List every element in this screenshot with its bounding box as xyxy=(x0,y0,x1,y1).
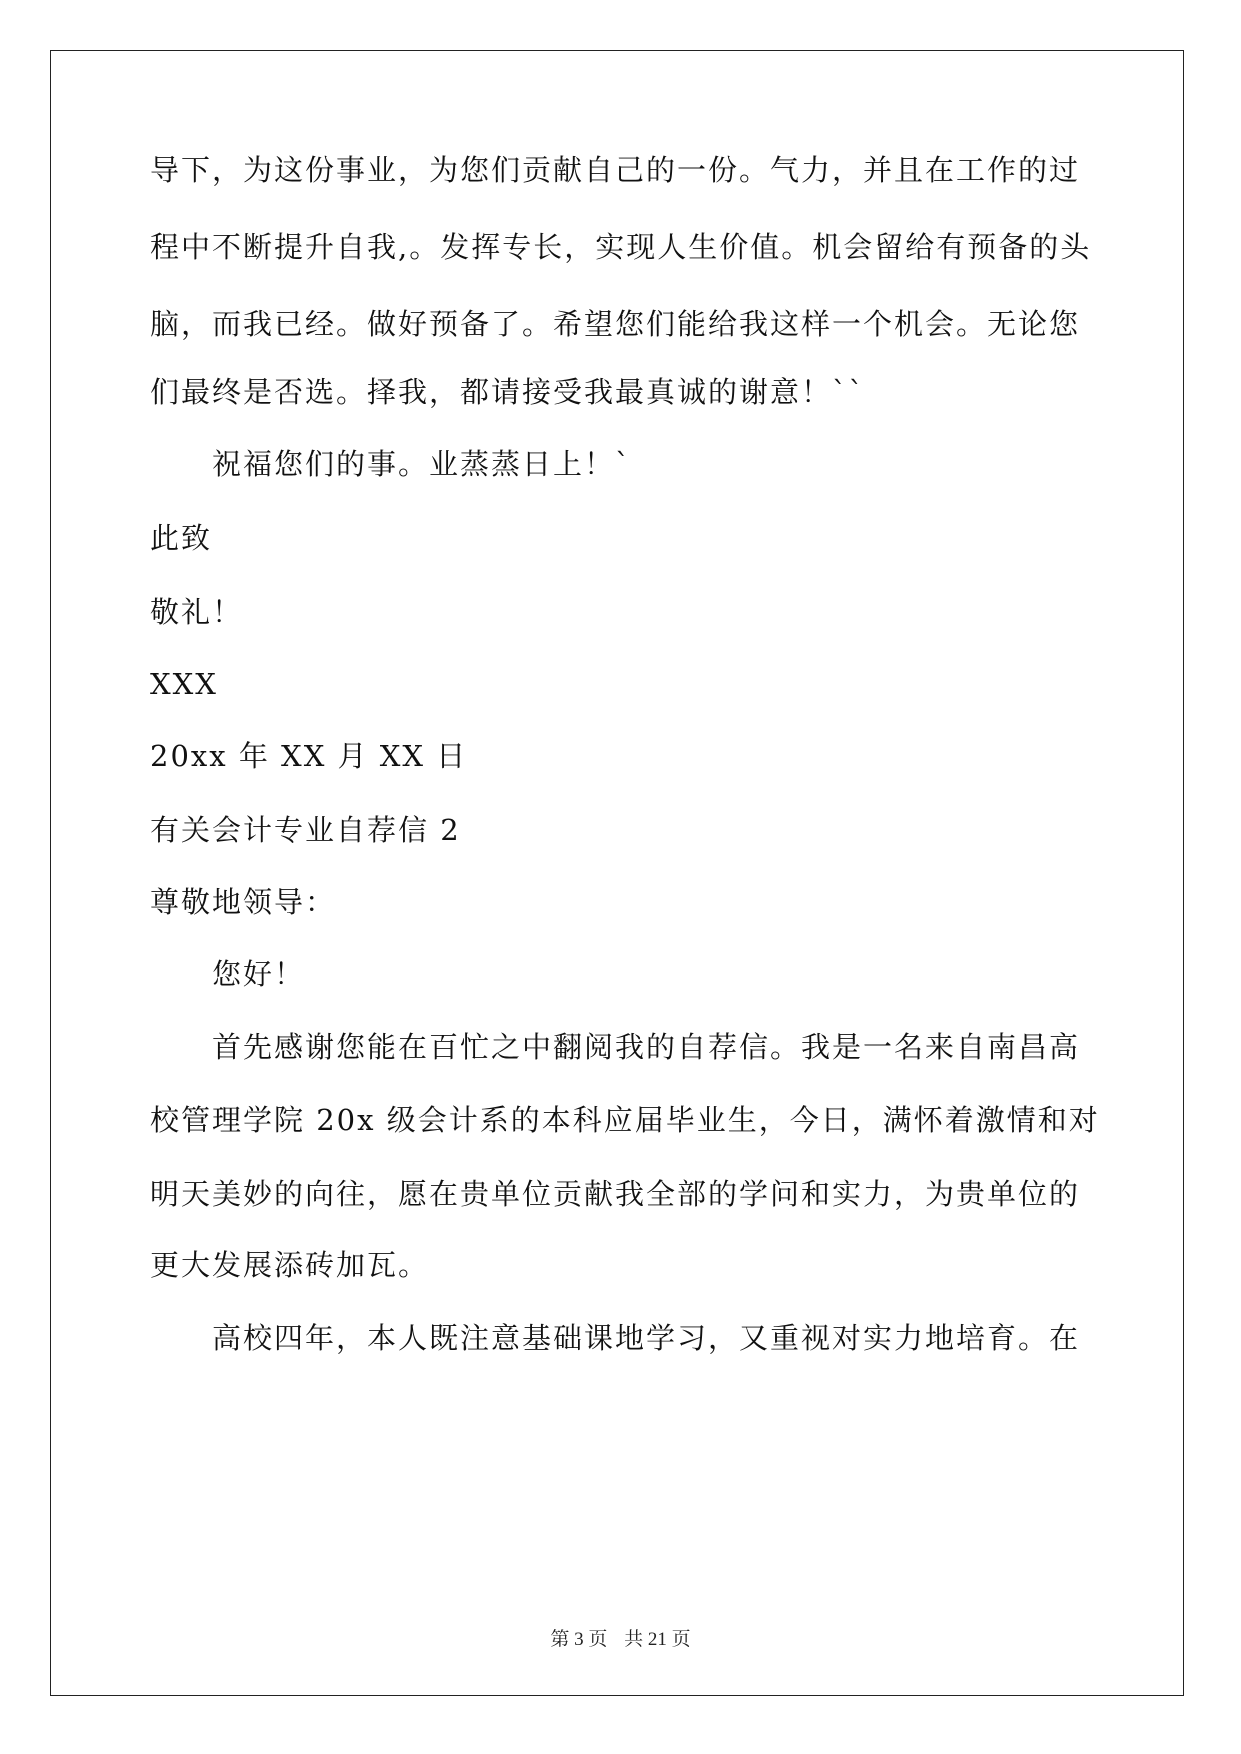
page-border xyxy=(50,50,1184,1696)
page-footer xyxy=(0,1624,1241,1651)
greeting: 尊敬地领导： xyxy=(150,885,337,919)
page-number: 第 3 页 xyxy=(550,1629,608,1650)
closing-regards: 敬礼！ xyxy=(150,595,244,629)
body-line: 校管理学院 20x 级会计系的本科应届毕业生，今日，满怀着激情和对 xyxy=(150,1103,1100,1137)
signature-date: 20xx 年 XX 月 XX 日 xyxy=(150,739,468,773)
body-line: 祝福您们的事。业蒸蒸日上！` xyxy=(212,447,632,481)
body-line: 首先感谢您能在百忙之中翻阅我的自荐信。我是一名来自南昌高 xyxy=(212,1030,1081,1064)
body-line: 高校四年，本人既注意基础课地学习，又重视对实力地培育。在 xyxy=(212,1321,1081,1355)
body-line: 明天美妙的向往，愿在贵单位贡献我全部的学问和实力，为贵单位的 xyxy=(150,1177,1081,1211)
closing-salutation: 此致 xyxy=(150,521,213,555)
section-title: 有关会计专业自荐信 2 xyxy=(150,813,461,847)
signature-name: XXX xyxy=(150,667,218,701)
page-total: 共 21 页 xyxy=(624,1629,691,1650)
body-line: 程中不断提升自我,。发挥专长，实现人生价值。机会留给有预备的头 xyxy=(150,230,1092,264)
body-line: 导下，为这份事业，为您们贡献自己的一份。气力，并且在工作的过 xyxy=(150,153,1081,187)
body-line: 脑，而我已经。做好预备了。希望您们能给我这样一个机会。无论您 xyxy=(150,307,1081,341)
body-line: 更大发展添砖加瓦。 xyxy=(150,1248,430,1282)
body-line: 们最终是否选。择我，都请接受我最真诚的谢意！`` xyxy=(150,375,866,409)
body-line: 您好！ xyxy=(212,957,306,991)
